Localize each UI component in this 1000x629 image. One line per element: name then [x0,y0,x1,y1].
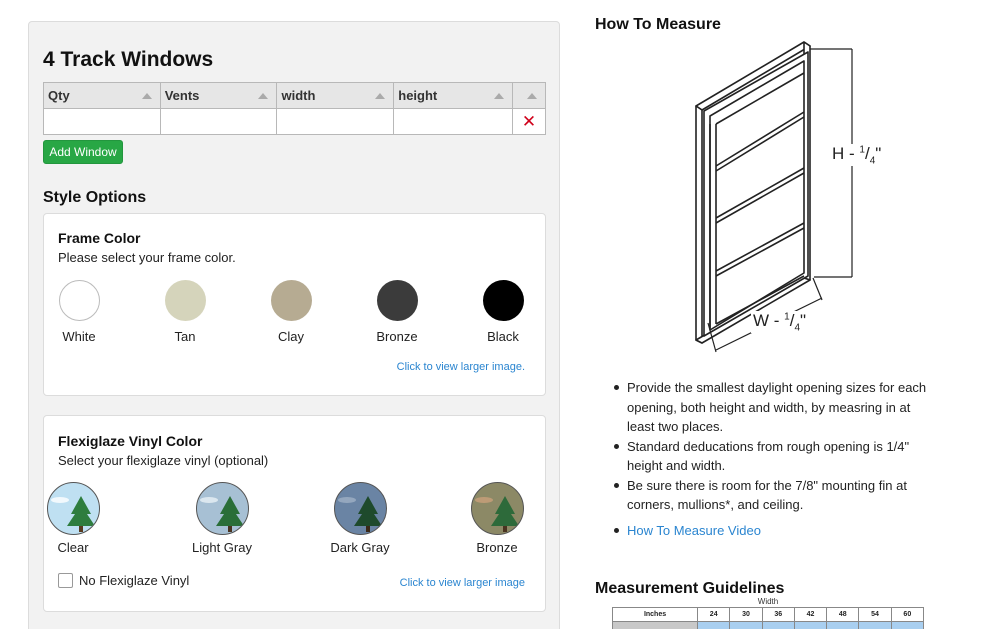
tree-icon[interactable] [196,482,249,535]
height-deduction-label: H - $^1/_4$" [832,144,882,167]
swatch-circle[interactable] [377,280,418,321]
tree-icon[interactable] [471,482,524,535]
how-to-measure-title: How To Measure [595,16,721,33]
column-header-actions[interactable] [513,83,546,109]
width-axis-label: Width [757,597,779,606]
table-row [44,109,546,135]
vinyl-label: Light Gray [192,540,252,555]
vinyl-dark-gray[interactable] [310,482,410,555]
tree-icon[interactable] [334,482,387,535]
vinyl-label: Dark Gray [330,540,390,555]
list-item: Be sure there is room for the 7/8" mounting fin at corners, mullions*, and ceiling. [610,476,935,515]
list-item [610,521,935,541]
vinyl-bronze[interactable] [447,482,547,555]
table-cell: 24 [698,608,730,622]
column-header-height[interactable]: height [394,83,513,109]
list-item: Provide the smallest daylight opening sizes for each opening, both height and width, by measring in at least two places. [610,378,935,437]
sort-up-icon[interactable] [258,93,268,99]
window-diagram-icon [690,40,890,355]
swatch-bronze[interactable] [357,280,437,344]
vinyl-color-subtitle: Select your flexiglaze vinyl (optional) [58,453,269,468]
sort-up-icon[interactable] [527,93,537,99]
frame-color-subtitle: Please select your frame color. [58,250,236,265]
table-row [613,622,924,629]
qty-cell-input[interactable] [44,109,161,135]
sort-up-icon[interactable] [494,93,504,99]
table-cell [698,622,730,629]
width-deduction-label: W - $^1/_4$" [753,311,807,334]
swatch-circle[interactable] [271,280,312,321]
swatch-clay[interactable] [251,280,331,344]
swatch-label: White [62,329,96,344]
no-vinyl-label: No Flexiglaze Vinyl [79,573,190,588]
table-cell: 48 [827,608,859,622]
guidelines-grid [612,607,924,629]
vinyl-color-title: Flexiglaze Vinyl Color [58,433,203,449]
table-cell [827,622,859,629]
no-vinyl-checkbox-row[interactable] [58,573,189,588]
table-cell: Inches [613,608,698,622]
window-measure-diagram [690,40,890,360]
frame-color-card [43,213,546,396]
swatch-label: Bronze [376,329,418,344]
window-config-panel [28,21,560,629]
vinyl-light-gray[interactable] [172,482,272,555]
measurement-guidelines-title: Measurement Guidelines [595,580,785,597]
no-vinyl-checkbox[interactable] [58,573,73,588]
swatch-tan[interactable] [145,280,225,344]
vinyl-larger-image-link[interactable]: Click to view larger image [399,577,525,589]
page-title: 4 Track Windows [43,48,214,71]
close-icon[interactable]: ✕ [521,111,537,131]
measurement-guidelines-table [612,597,924,629]
table-cell [730,622,762,629]
add-window-button[interactable]: Add Window [43,140,123,164]
vinyl-color-card [43,415,546,612]
swatch-label: Tan [174,329,196,344]
vinyl-label: Bronze [476,540,518,555]
delete-row-button[interactable] [513,109,546,135]
swatch-black[interactable] [463,280,543,344]
table-cell: 36 [762,608,794,622]
table-cell [762,622,794,629]
height-cell-input[interactable] [394,109,513,135]
column-header-width[interactable]: width [277,83,394,109]
swatch-label: Clay [277,329,304,344]
swatch-circle[interactable] [59,280,100,321]
frame-color-title: Frame Color [58,230,141,246]
vinyl-label: Clear [57,540,89,555]
how-to-measure-video-link[interactable]: How To Measure Video [627,522,761,538]
swatch-circle[interactable] [165,280,206,321]
table-cell [891,622,923,629]
table-cell: 54 [859,608,891,622]
swatch-white[interactable] [39,280,119,344]
table-cell: 30 [730,608,762,622]
column-header-vents[interactable]: Vents [160,83,277,109]
swatch-label: Black [487,329,519,344]
width-cell-input[interactable] [277,109,394,135]
table-cell [794,622,826,629]
vents-cell-input[interactable] [160,109,277,135]
list-item: Standard deducations from rough opening is 1/4" height and width. [610,437,935,476]
sort-up-icon[interactable] [142,93,152,99]
column-header-qty[interactable]: Qty [44,83,161,109]
table-cell [613,622,698,629]
measure-instructions [610,378,935,540]
frame-larger-image-link[interactable]: Click to view larger image. [396,361,525,373]
table-cell [859,622,891,629]
table-row [613,608,924,622]
table-cell: 60 [891,608,923,622]
tree-icon[interactable] [47,482,100,535]
table-header-row [44,83,546,109]
style-options-heading: Style Options [43,189,147,206]
sort-up-icon[interactable] [375,93,385,99]
vinyl-clear[interactable] [23,482,123,555]
swatch-circle[interactable] [483,280,524,321]
windows-table [43,82,546,135]
table-cell: 42 [794,608,826,622]
